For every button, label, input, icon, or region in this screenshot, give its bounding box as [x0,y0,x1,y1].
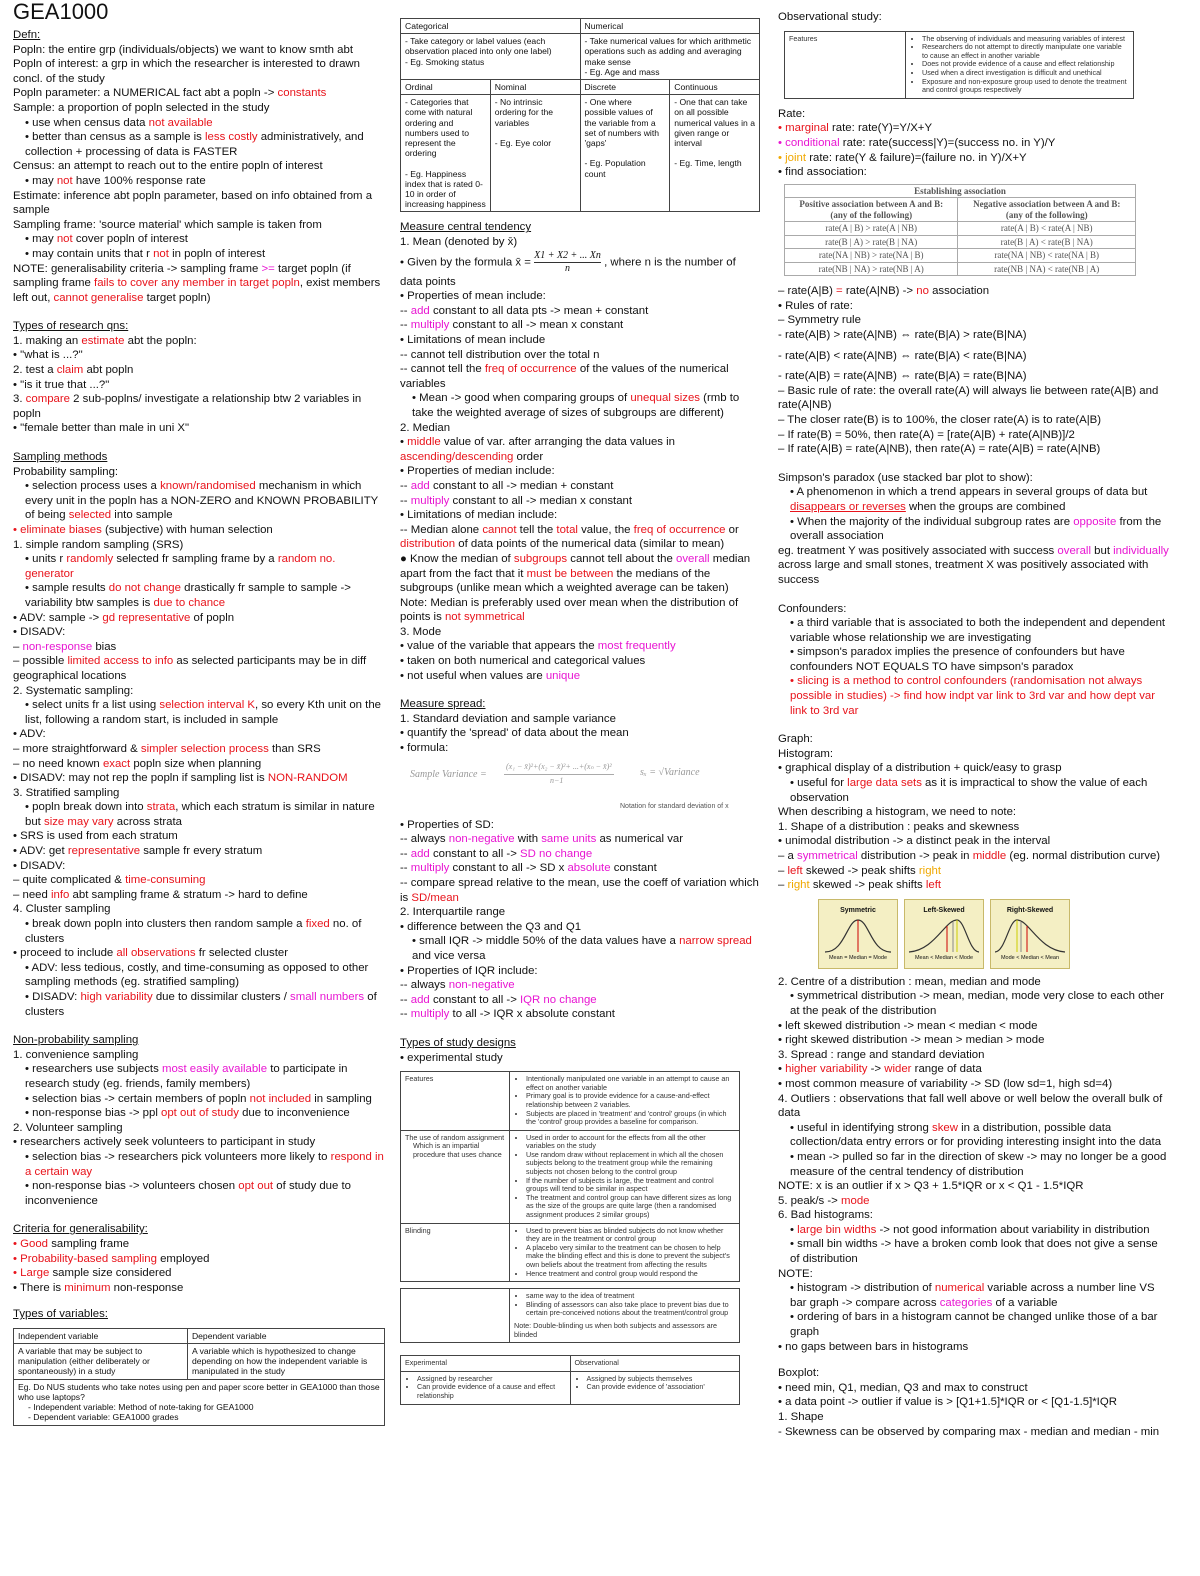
column-3 [778,0,1170,1439]
column-1 [13,0,385,1426]
note-line: – a symmetrical distribution -> peak in middle (eg. normal distribution curve) [778,850,1161,862]
note-line: • conditional rate: rate(success|Y)=(success no. in Y)/Y [778,136,1056,149]
sampling-methods-heading: Sampling methods [13,451,108,464]
note-line: • right skewed distribution -> mean > median > mode [778,1034,1045,1047]
note-line: -- compare spread relative to the mean, use the coeff of variation which is SD/mean [400,877,759,904]
note-line: • non-response bias -> volunteers chosen opt out of study due to inconvenience [25,1180,351,1207]
note-line: • break down popln into clusters then random sample a fixed no. of clusters [25,918,362,945]
note-line: • DISADV: may not rep the popln if sampling list is NON-RANDOM [13,772,348,785]
note-line: • quantify the 'spread' of data about the mean [400,727,629,740]
table-header: Categorical [401,19,581,34]
note-line: -- add constant to all data pts -> mean + constant [400,304,649,317]
symmetric-curve-icon [819,916,897,956]
note-line: • taken on both numerical and categorical values [400,655,646,668]
table-cell: A variable that may be subject to manipulation (either deliberately or spontaneously) in a study [14,1344,188,1380]
note-line: Census: an attempt to reach out to the entire popln of interest [13,160,323,173]
note-line: • "is it true that ...?" [13,378,110,391]
note-line: • Rules of rate: [778,299,853,312]
note-line: • ordering of bars in a histogram cannot be changed unlike those of a bar graph [790,1311,1158,1339]
note-line: 6. Bad histograms: [778,1209,873,1222]
note-line: • selection bias -> certain members of popln not included in sampling [25,1092,372,1105]
note-line: • small bin widths -> have a broken comb look that does not give a sense of distribution [790,1238,1158,1266]
note-line: 2. Centre of a distribution : mean, median and mode [778,975,1041,988]
note-line: • value of the variable that appears the most frequently [400,640,676,653]
note-line: • Good sampling frame [13,1237,130,1250]
table-cell: - No intrinsic ordering for the variables - Eg. Eye color [490,95,580,212]
note-line: – rate(A|B) = rate(A|NB) -> no association [778,285,990,298]
note-line: -- multiply constant to all -> mean x constant [400,319,624,332]
table-cell: rate(A | B) < rate(A | NB) [958,222,1136,236]
table-cell: rate(NA | NB) < rate(NA | B) [958,249,1136,263]
table-cell: - Categories that come with natural ordering and numbers used to represent the ordering - Eg. Happiness index that is rated 0-10 in order of increasing happiness [401,95,491,212]
note-line: • Properties of mean include: [400,290,546,303]
note-line: • need min, Q1, median, Q3 and max to construct [778,1381,1028,1394]
note-line: 4. Cluster sampling [13,903,111,916]
note-line: • useful in identifying strong skew in a distribution, possible data collection/data entry errors or for providing interesting insight into the data [790,1121,1162,1149]
note-line: Popln of interest: a grp in which the researcher is interested to drawn concl. of the study [13,58,360,85]
skewness-figure [818,899,1170,969]
note-line: -- multiply to all -> IQR x absolute constant [400,1008,615,1021]
blinding-continued-table [400,1288,740,1343]
column-2 [400,0,760,1405]
note-line: NOTE: [778,1267,813,1280]
table-cell: rate(NB | NA) < rate(NB | A) [958,262,1136,276]
mean-formula-denominator: n [565,262,570,274]
note-line: • marginal rate: rate(Y)=Y/X+Y [778,122,933,135]
note-line: -- always non-negative with same units as numerical var [400,833,684,846]
note-line: – need info abt sampling frame & stratum -> hard to define [13,888,308,901]
note-line: • Limitations of median include: [400,509,558,522]
note-line: Probability sampling: [13,465,119,478]
note-line: • experimental study [400,1051,503,1064]
table-header: Numerical [580,19,760,34]
note-line: • researchers use subjects most easily available to participate in research study (eg. friends, family members) [25,1063,348,1090]
note-line: • better than census as a sample is less costly administratively, and collection + processing of data is FASTER [25,131,364,158]
note-line: • Limitations of mean include [400,334,546,347]
note-line: • formula: [400,742,449,755]
note-line: 2. Volunteer sampling [13,1121,123,1134]
table-cell: - Take category or label values (each observation placed into only one label) - Eg. Smoking status [401,34,581,80]
observational-study-table [784,31,1134,99]
table-cell: Features [401,1072,510,1131]
note-line: • SRS is used from each stratum [13,830,178,843]
table-cell: - Take numerical values for which arithmetic operations such as adding and averaging make sense - Eg. Age and mass [580,34,760,80]
note-line: – If rate(B) = 50%, then rate(A) = [rate(A|B) + rate(A|NB)]/2 [778,428,1075,441]
note-line: Popln: the entire grp (individuals/objects) we want to know smth abt [13,43,353,56]
note-line: • Mean -> good when comparing groups of unequal sizes (rmb to take the weighted average of sizes of subgroups are different) [412,392,740,419]
note-line: • "what is ...?" [13,349,83,362]
note-line: • A phenomenon in which a trend appears in several groups of data but disappears or reverses when the groups are combined [790,486,1148,513]
note-line: • may not cover popln of interest [25,233,188,246]
table-header: Establishing association [785,184,1136,198]
note-line: • may not have 100% response rate [25,174,206,187]
note-line: • difference between the Q3 and Q1 [400,920,582,933]
note-line: • select units fr a list using selection interval K, so every Kth unit on the list, following a random start, is included in sample [25,699,382,726]
note-line: • DISADV: high variability due to dissimilar clusters / small numbers of clusters [25,991,377,1018]
note-line: 3. Spread : range and standard deviation [778,1048,985,1061]
note-line: - rate(A|B) = rate(A|NB) ⇔ rate(B|A) = rate(B|NA) [778,370,1027,383]
note-line: 3. Stratified sampling [13,786,120,799]
note-line: • a third variable that is associated to both the independent and dependent variable whose relationship we are investigating [790,617,1166,644]
note-line: – left skewed -> peak shifts right [778,864,942,877]
note-line: • There is minimum non-response [13,1281,184,1294]
note-line: Sample: a proportion of popln selected in the study [13,101,270,114]
note-line: • not useful when values are unique [400,669,581,682]
experimental-vs-observational-table [400,1355,740,1404]
note-line: • researchers actively seek volunteers to participant in study [13,1136,316,1149]
note-line: • Properties of SD: [400,818,494,831]
note-line: 3. Mode [400,625,442,638]
note-line: • slicing is a method to control confounders (randomisation not always possible in studies) -> find how indpt var link to 3rd var and how dept var link to 3rd var [790,675,1156,717]
note-line: Popln parameter: a NUMERICAL fact abt a popln -> constants [13,87,327,100]
table-header: Continuous [670,80,760,95]
note-line: • higher variability -> wider range of data [778,1063,982,1076]
note-line: -- always non-negative [400,979,515,992]
table-cell: • Intentionally manipulated one variable in an attempt to cause an effect on another variable • Primary goal is to provide evidence for a cause-and-effect relationship between 2 variables. • Subjects are placed in 'treatment' and 'control' groups (in which the 'control' group provides a baseline for comparison. [510,1072,740,1131]
note-line: • most common measure of variability -> SD (low sd=1, high sd=4) [778,1077,1113,1090]
note-line: 1. Shape [778,1411,824,1423]
note-line: 3. compare 2 sub-poplns/ investigate a relationship btw 2 variables in popln [13,393,362,420]
note-line: • popln break down into strata, which each stratum is similar in nature but size may vary across strata [25,801,375,828]
table-cell: A variable which is hypothesized to change depending on how the independent variable is manipulated in the study [187,1344,384,1380]
table-header: Observational [570,1356,740,1372]
table-cell: • Used to prevent bias as blinded subjects do not know whether they are in the treatment or control group • A placebo very similar to the treatment can be chosen to help make the blinding effect and this is done to prevent the subject's own beliefs about the treatment from affecting the results • Hence treatment and control group would respond the [510,1223,740,1282]
note-line: ● Know the median of subgroups cannot tell about the overall median apart from the fact that it must be between the medians of the subgroups (unlike mean which a weighted average can be taken) [400,552,751,595]
note-line: -- multiply constant to all -> SD x absolute constant [400,862,657,875]
boxplot-heading: Boxplot: [778,1367,820,1380]
table-header: Independent variable [14,1328,188,1343]
table-cell: • Assigned by researcher • Can provide evidence of a cause and effect relationship [401,1371,571,1404]
note-line: • selection process uses a known/randomised mechanism in which every unit in the popln has a NON-ZERO and KNOWN PROBABILITY of being selected into sample [25,480,379,522]
note-line: 1. making an estimate abt the popln: [13,334,197,347]
note-line: • small IQR -> middle 50% of the data values have a narrow spread and vice versa [412,935,752,962]
page-title: GEA1000 [13,0,109,24]
observational-study-heading: Observational study: [778,11,882,23]
note-line: -- add constant to all -> median + constant [400,479,614,492]
note-line: • When the majority of the individual subgroup rates are opposite from the overall association [790,515,1162,543]
table-cell: Features [785,31,906,98]
note-line: • may contain units that r not in popln of interest [25,247,266,260]
variables-table [13,1328,385,1426]
central-tendency-heading: Measure central tendency [400,221,532,234]
note-line: • non-response bias -> ppl opt out of study due to inconvenience [25,1107,350,1120]
note-line: • histogram -> distribution of numerical variable across a number line VS bar graph -> compare across categories of a variable [790,1282,1155,1309]
note-line: – The closer rate(B) is to 100%, the closer rate(A) is to rate(A|B) [778,413,1102,426]
measure-spread-heading: Measure spread: [400,698,486,711]
note-line: • DISADV: [13,626,66,639]
note-line: -- multiply constant to all -> median x constant [400,494,633,507]
note-line: 1. Mean (denoted by x̄) [400,236,518,249]
note-line: - rate(A|B) < rate(A|NB) ⇔ rate(B|A) < rate(B|NA) [778,349,1027,362]
note-line: – no need known exact popln size when planning [13,757,262,770]
note-line: • ADV: get representative sample fr every stratum [13,845,263,858]
note-line: • no gaps between bars in histograms [778,1340,969,1353]
table-cell: • Used in order to account for the effects from all the other variables on the study • Use random draw without replacement in which all the chosen subjects belong to the treatment group while the remaining subjects not chosen belong to the control group • If the number of subjects is large, the treatment and control groups will tend to be similar in aspect • The treatment and control group can have different sizes as long as the size of the groups are quite large (then a randomised assignment produces 2 similar groups) [510,1130,740,1223]
defn-heading: Defn: [13,29,41,41]
note-line: • DISADV: [13,859,66,872]
left-skewed-panel: Left-Skewed Mean < Median < Mode [904,899,984,969]
note-line: – right skewed -> peak shifts left [778,879,942,892]
variance-formula: Sample Variance = (x₁ − x̄)²+(x₂ − x̄)²+ ...+(xₙ − x̄)² n−1 sₓ = √Variance Notation for standard deviation of x [410,761,729,810]
note-line: – possible limited access to info as selected participants may be in diff geographical locations [13,655,367,682]
note-line: 1. simple random sampling (SRS) [13,538,184,551]
note-line: • joint rate: rate(Y & failure)=(failure no. in Y)/X+Y [778,151,1027,164]
table-cell: rate(NA | NB) > rate(NA | B) [785,249,958,263]
table-cell: - One that can take on all possible numerical values in a given range or interval - Eg. Time, length [670,95,760,212]
note-line: 1. Standard deviation and sample variance [400,712,616,725]
table-cell: rate(B | A) > rate(B | NA) [785,235,958,249]
table-header: Nominal [490,80,580,95]
mean-formula-line: • Given by the formula x̄ = $\frac{X1 + X2 + ... Xn}{n}$ , where n is the number of data points [400,249,736,288]
note-line: 1. convenience sampling [13,1048,139,1061]
table-cell: rate(NB | NA) > rate(NB | A) [785,262,958,276]
note-line: • Large sample size considered [13,1267,172,1280]
note-line: Note: Median is preferably used over mean when the distribution of points is not symmetrical [400,596,739,624]
note-line: • simpson's paradox implies the presence of confounders but have confounders NOT EQUALS TO have simpson's paradox [790,646,1125,673]
study-designs-heading: Types of study designs [400,1036,516,1049]
table-header: Dependent variable [187,1328,384,1343]
table-cell: Eg. Do NUS students who take notes using pen and paper score better in GEA1000 than those who use laptops? - Independent variable: Method of note-taking for GEA1000 - Dependent variable: GEA1000 grades [14,1379,385,1425]
table-header: Ordinal [401,80,491,95]
note-line: • proceed to include all observations fr selected cluster [13,947,288,960]
note-line: • Probability-based sampling employed [13,1252,210,1265]
right-skewed-curve-icon [991,916,1069,956]
table-header: Positive association between A and B: (any of the following) [785,198,958,222]
note-line: – quite complicated & time-consuming [13,874,206,887]
note-line: • sample results do not change drastically fr sample to sample -> variability btw samples is due to chance [25,582,351,609]
note-line: -- add constant to all -> IQR no change [400,993,597,1006]
types-of-variables-heading: Types of variables: [13,1308,108,1321]
note-line: – If rate(A|B) = rate(A|NB), then rate(A) = rate(A|B) = rate(A|NB) [778,443,1101,456]
note-line: • mean -> pulled so far in the direction of skew -> may no longer be a good measure of the central tendency of distribution [790,1150,1167,1178]
table-cell: • Assigned by subjects themselves • Can provide evidence of 'association' [570,1371,740,1404]
note-line: • ADV: [13,728,46,741]
note-line: – non-response bias [13,640,117,653]
experimental-study-table [400,1071,740,1282]
table-cell: The use of random assignment Which is an impartial procedure that uses chance [401,1130,510,1223]
table-header: Experimental [401,1356,571,1372]
table-cell: rate(A | B) > rate(A | NB) [785,222,958,236]
mean-formula-numerator: X1 + X2 + ... Xn [534,249,601,261]
note-line: -- Median alone cannot tell the total value, the freq of occurrence or distribution of data points of the numerical data (similar to mean) [400,523,739,551]
table-header: Discrete [580,80,670,95]
note-line: • large bin widths -> not good information about variability in distribution [790,1223,1150,1236]
confounders-heading: Confounders: [778,602,847,615]
note-line: NOTE: generalisability criteria -> sampling frame >= target popln (if sampling frame fails to cover any member in target popln, exist members left out, cannot generalise target popln) [13,262,381,304]
note-line: • "female better than male in uni X" [13,422,190,435]
table-cell [401,1289,510,1343]
note-line: • symmetrical distribution -> mean, median, mode very close to each other at the peak of the distribution [790,990,1165,1017]
table-cell: rate(B | A) < rate(B | NA) [958,235,1136,249]
non-probability-heading: Non-probability sampling [13,1034,139,1047]
right-skewed-panel: Right-Skewed Mode < Median < Mean [990,899,1070,969]
table-header: Negative association between A and B: (any of the following) [958,198,1136,222]
association-table [784,184,1136,277]
note-line: - rate(A|B) > rate(A|NB) ⇔ rate(B|A) > rate(B|NA) [778,329,1027,341]
note-line: • useful for large data sets as it is impractical to show the value of each observation [790,777,1148,804]
histogram-heading: Histogram: [778,747,834,760]
note-line: • left skewed distribution -> mean < median < mode [778,1019,1038,1032]
note-line: 2. Interquartile range [400,906,506,919]
note-line: -- cannot tell the freq of occurrence of the values of the numerical variables [400,363,729,390]
note-line: • use when census data not available [25,116,213,129]
note-line: • middle value of var. after arranging the data values in ascending/descending order [400,436,676,463]
graph-heading: Graph: [778,733,813,746]
note-line: 2. Median [400,421,451,434]
table-cell: - One where possible values of the variable from a set of numbers with 'gaps' - Eg. Population count [580,95,670,212]
note-line: - Skewness can be observed by comparing max - median and median - min [778,1425,1160,1438]
note-line: NOTE: x is an outlier if x > Q3 + 1.5*IQR or x < Q1 - 1.5*IQR [778,1180,1084,1193]
table-cell: • The observing of individuals and measuring variables of interest • Researchers do not attempt to directly manipulate one variable to cause an effect in another variable • Does not provide evidence of a cause and effect relationship • Used when a direct investigation is difficult and unethical • Exposure and non-exposure group used to denote the treatment and control groups respectively [906,31,1134,98]
variable-types-table [400,18,760,212]
note-line: -- cannot tell distribution over the total n [400,348,600,361]
table-cell: Blinding [401,1223,510,1282]
note-line: 4. Outliers : observations that fall well above or well below the overall bulk of data [778,1092,1163,1120]
note-line: • selection bias -> researchers pick volunteers more likely to respond in a certain way [25,1150,384,1178]
research-questions-heading: Types of research qns: [13,320,129,333]
note-line: • units r randomly selected fr sampling frame by a random no. generator [25,553,336,580]
note-line: • unimodal distribution -> a distinct peak in the interval [778,835,1051,848]
note-line: – more straightforward & simpler selection process than SRS [13,742,321,755]
note-line: • Properties of median include: [400,465,555,478]
note-line: – Symmetry rule [778,314,861,327]
left-skewed-curve-icon [905,916,983,956]
simpsons-paradox-heading: Simpson's paradox (use stacked bar plot to show): [778,471,1033,484]
note-line: • eliminate biases (subjective) with human selection [13,524,273,536]
symmetric-panel: Symmetric Mean = Median = Mode [818,899,898,969]
note-line: • ADV: less tedious, costly, and time-consuming as opposed to other sampling methods (eg. stratified sampling) [25,961,369,989]
note-line: • a data point -> outlier if value is > [Q1+1.5]*IQR or < [Q1-1.5]*IQR [778,1396,1117,1409]
note-line: 2. Systematic sampling: [13,684,134,697]
table-cell: • same way to the idea of treatment • Blinding of assessors can also take place to prevent bias due to certain pre-conceived notions about the treatment/control group Note: Double-blinding us when both subjects and assessors are blinded [510,1289,740,1343]
note-line: – Basic rule of rate: the overall rate(A) will always lie between rate(A|B) and rate(A|NB) [778,384,1159,412]
note-line: When describing a histogram, we need to note: [778,806,1017,819]
note-line: • ADV: sample -> gd representative of popln [13,611,235,624]
rate-heading: Rate: [778,107,806,120]
note-line: eg. treatment Y was positively associated with success overall but individually across large and small stones, treatment X was positively associated with success [778,544,1169,586]
note-line: • Properties of IQR include: [400,964,538,977]
note-line: Estimate: inference abt popln parameter, based on info obtained from a sample [13,189,373,217]
note-line: 5. peak/s -> mode [778,1194,870,1207]
note-line: 2. test a claim abt popln [13,364,134,377]
generalisability-heading: Criteria for generalisability: [13,1223,148,1236]
note-line: • find association: [778,166,867,179]
note-line: 1. Shape of a distribution : peaks and skewness [778,820,1020,833]
note-line: -- add constant to all -> SD no change [400,847,593,860]
note-line: • graphical display of a distribution + quick/easy to grasp [778,762,1062,775]
note-line: Sampling frame: 'source material' which sample is taken from [13,218,322,231]
